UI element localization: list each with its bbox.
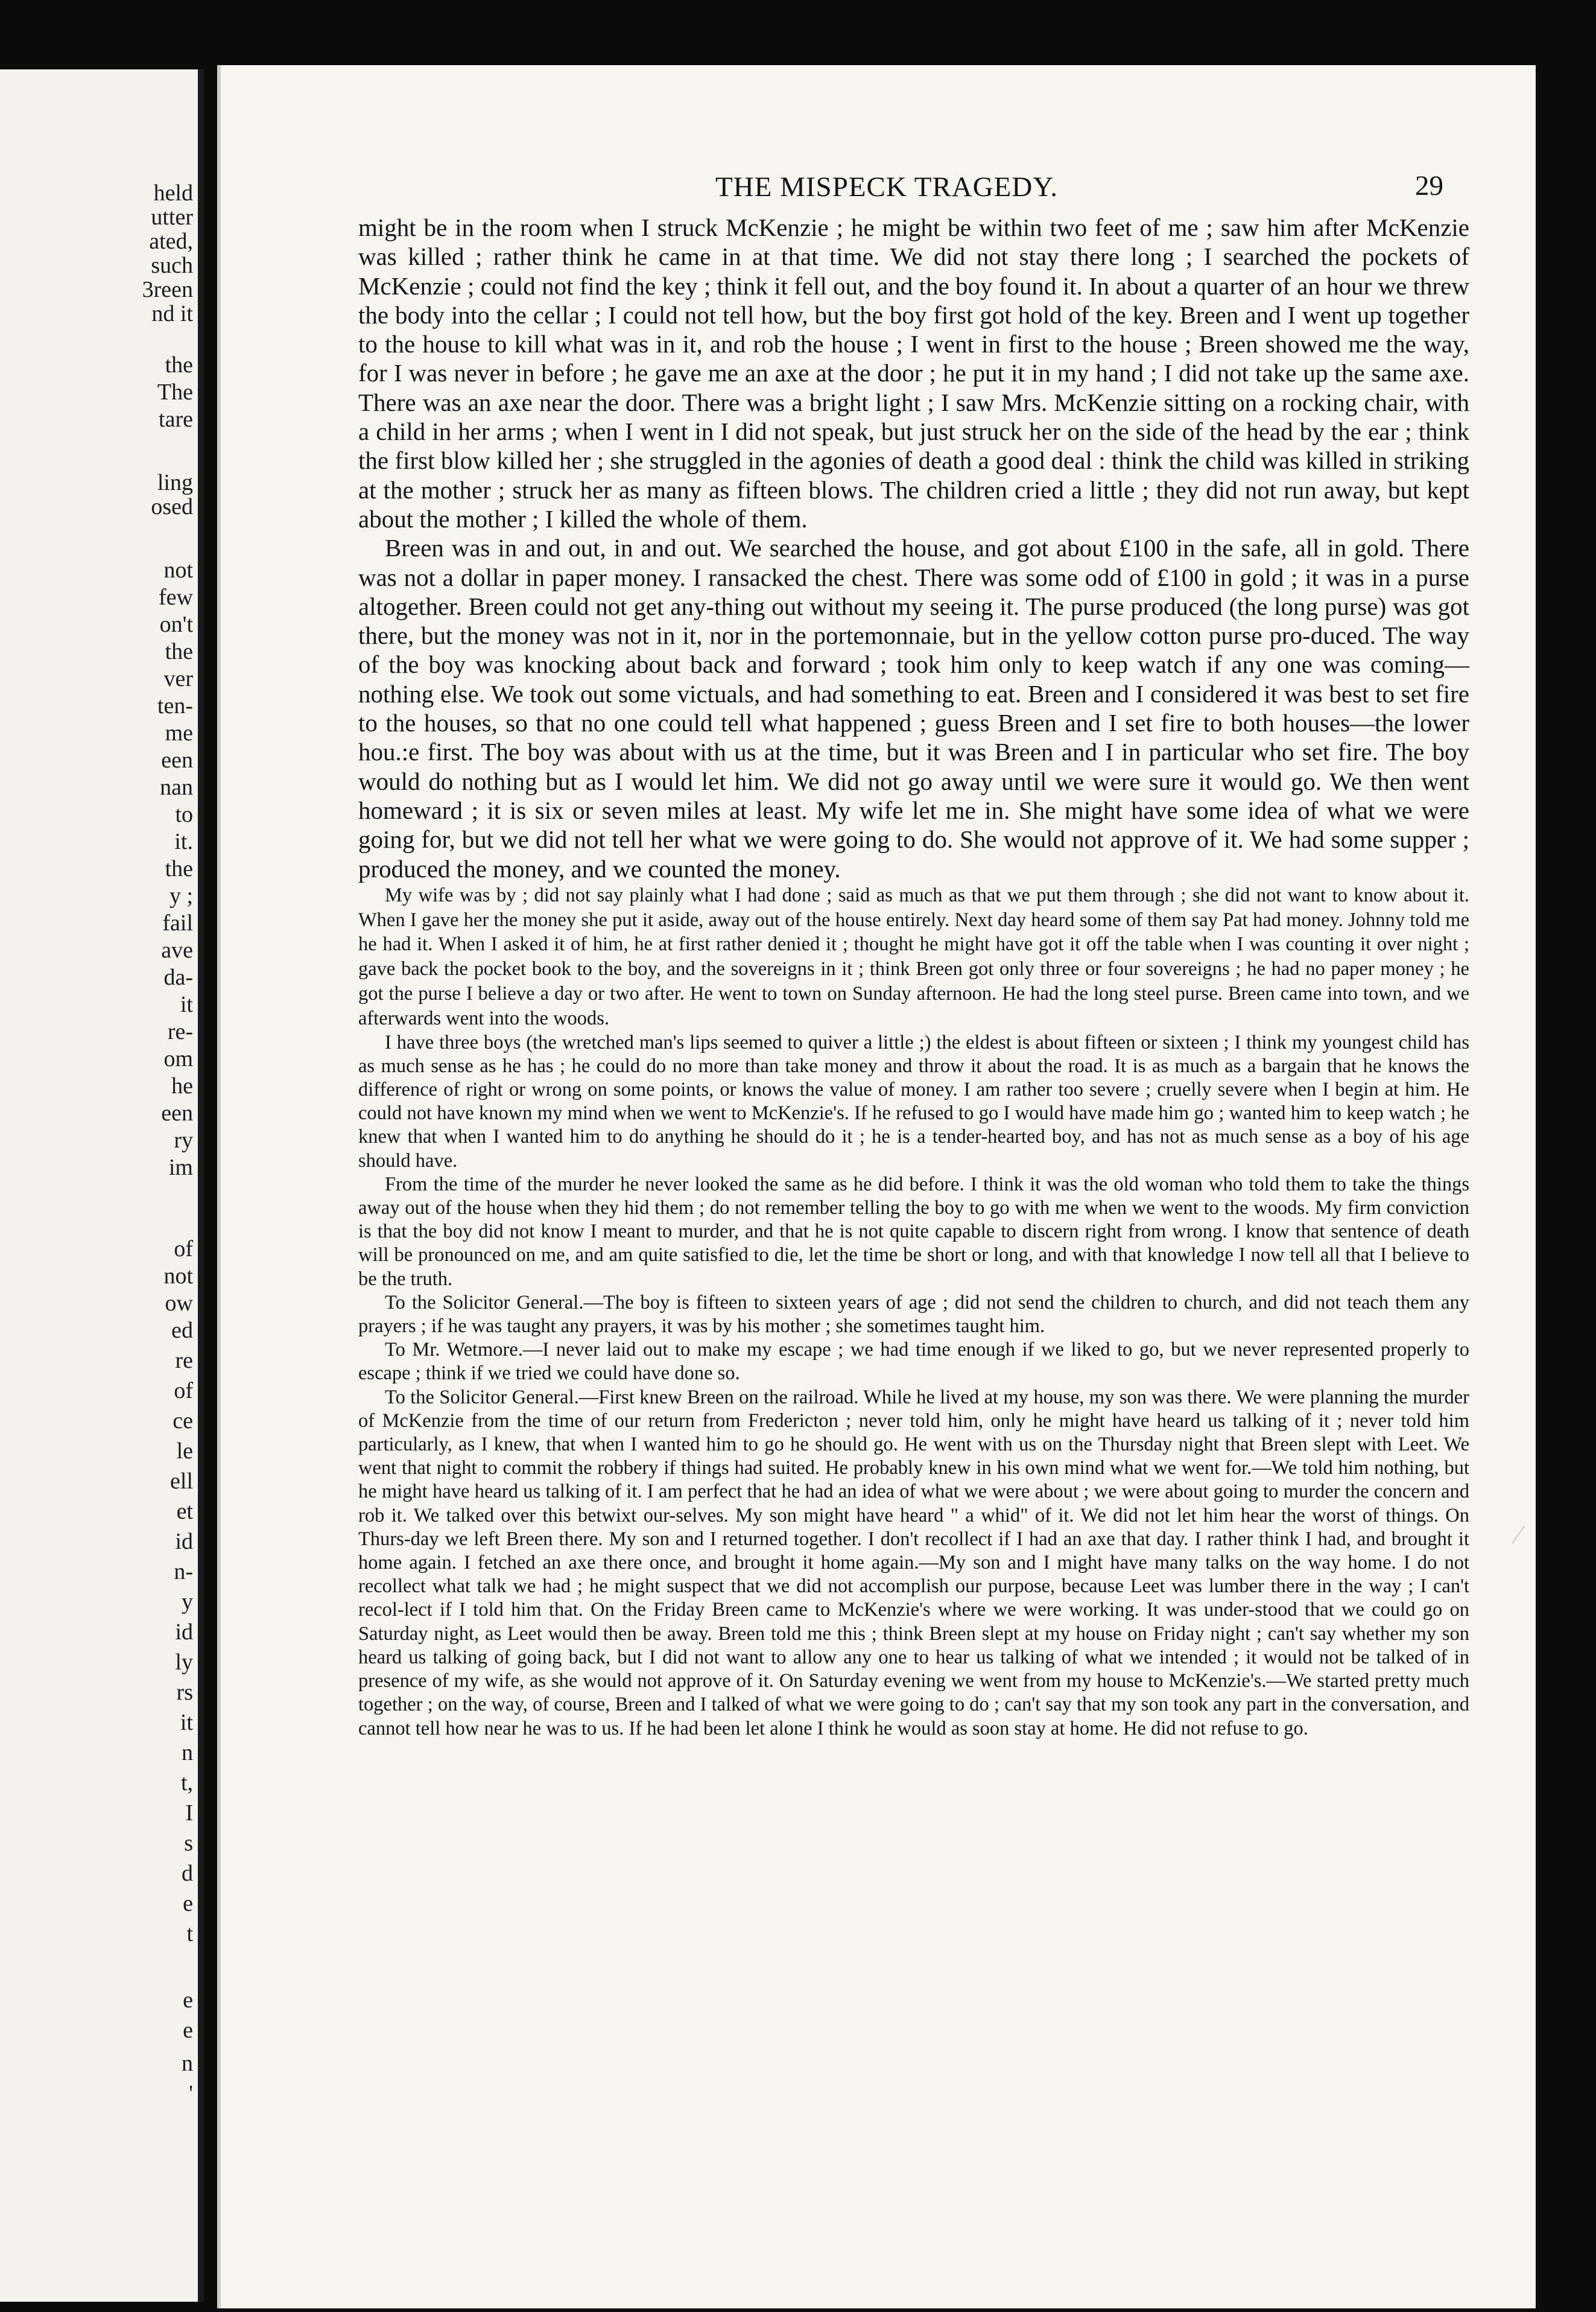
facing-page-word-fragment: t, — [180, 1770, 193, 1796]
facing-page-word-fragment: im — [168, 1155, 193, 1180]
facing-page-word-fragment: ave — [161, 938, 193, 963]
margin-mark — [1512, 1525, 1530, 1547]
facing-page-word-fragment: ver — [163, 666, 193, 691]
facing-page-word-fragment: le — [176, 1438, 193, 1464]
facing-page-word-fragment: et — [176, 1499, 193, 1524]
facing-page-word-fragment: e — [183, 2018, 193, 2043]
facing-page-word-fragment: ' — [189, 2081, 193, 2106]
facing-page-word-fragment: nan — [160, 775, 193, 800]
facing-page-word-fragment: ated, — [149, 229, 193, 254]
facing-page-fragment — [0, 69, 204, 2302]
page-number: 29 — [1415, 170, 1443, 202]
facing-page-word-fragment: s — [184, 1831, 193, 1856]
facing-page-word-fragment: y ; — [169, 883, 193, 909]
facing-page-word-fragment: me — [165, 720, 193, 746]
facing-page-word-fragment: ly — [175, 1650, 193, 1675]
facing-page-word-fragment: ten- — [157, 693, 193, 719]
facing-page-word-fragment: the — [165, 856, 193, 881]
facing-page-word-fragment: it — [180, 1710, 193, 1735]
facing-page-word-fragment: een — [161, 1100, 193, 1126]
paragraph: I have three boys (the wretched man's lips seemed to quiver a little ;) the eldest is about fifteen or sixteen ; I think my youngest child has as much sense as he has ; he could do no more than take money and throw it about the road. It is as much as a bargain that he knows the difference of right or wrong on some points, or knows the value of money. I am rather too severe ; cruelly severe when I begin at him. He could not have known my mind when we went to McKenzie's. If he refused to go I would have made him go ; wanted him to keep watch ; he knew that when I wanted him to do anything he should do it ; he is a tender-hearted boy, and has not as much sense as a boy of his age should have. — [358, 1031, 1469, 1172]
facing-page-word-fragment: I — [185, 1800, 193, 1826]
facing-page-word-fragment: t — [186, 1921, 193, 1946]
facing-page-word-fragment: he — [171, 1073, 193, 1099]
facing-page-word-fragment: ow — [165, 1291, 193, 1316]
page-body — [358, 213, 1469, 1741]
paragraph: My wife was by ; did not say plainly what I had done ; said as much as that we put them through ; she did not want to know about it. When I gave her the money she put it aside, away out of the house entirely. Next day heard some of them say Pat had money. Johnny told me he had it. When I asked it of him, he at first rather denied it ; thought he might have got it off the table when I was counting it over night ; gave back the pocket book to the boy, and the sovereigns in it ; think Breen got only three or four sovereigns ; he had no paper money ; he got the purse I believe a day or two after. He went to town on Sunday afternoon. He had the long steel purse. Breen came into town, and we afterwards went into the woods. — [358, 884, 1469, 1029]
facing-page-word-fragment: it. — [174, 829, 193, 854]
facing-page-word-fragment: ce — [173, 1408, 193, 1434]
facing-page-word-fragment: The — [157, 380, 193, 405]
facing-page-word-fragment: ed — [171, 1318, 193, 1343]
facing-page-word-fragment: d — [182, 1861, 193, 1886]
facing-page-word-fragment: om — [163, 1046, 193, 1072]
page-header — [221, 171, 1536, 207]
paragraph: Breen was in and out, in and out. We searched the house, and got about £100 in the safe, all in gold. There was not a dollar in paper money. I ransacked the chest. There was some odd of £100 in gold ; it was in a purse altogether. Breen could not get any-thing out without my seeing it. The purse produced (the long purse) was got there, but the money was not in it, nor in the portemonnaie, but in the yellow cotton purse pro-duced. The way of the boy was knocking about back and forward ; took him only to keep watch if any one was coming—nothing else. We took out some victuals, and had something to eat. Breen and I considered it was best to set fire to the houses, so that no one could tell what happened ; guess Breen and I set fire to both houses—the lower hou.:e first. The boy was about with us at the time, but it was Breen and I in particular who set fire. The boy would do nothing but as I would let him. We did not go away until we were sure it would go. We then went homeward ; it is six or seven miles at least. My wife let me in. She might have some idea of what we were going for, but we did not tell her what we were going to do. She would not approve of it. We had some supper ; produced the money, and we counted the money. — [358, 534, 1469, 883]
paragraph: might be in the room when I struck McKenzie ; he might be within two feet of me ; saw him after McKenzie was killed ; rather think he came in at that time. We did not stay there long ; I searched the pockets of McKenzie ; could not find the key ; think it fell out, and the boy found it. In about a quarter of an hour we threw the body into the cellar ; I could not tell how, but the boy first got hold of the key. Breen and I went up together to the house to kill what was in it, and rob the house ; I went in first to the house ; Breen showed me the way, for I was never in before ; he gave me an axe at the door ; he put it in my hand ; I did not take up the same axe. There was an axe near the door. There was a bright light ; I saw Mrs. McKenzie sitting on a rocking chair, with a child in her arms ; when I went in I did not speak, but just struck her on the side of the head by the ear ; think the first blow killed her ; she struggled in the agonies of death a good deal : think the child was killed in striking at the mother ; struck her as many as fifteen blows. The children cried a little ; they did not run away, but kept about the mother ; I killed the whole of them. — [358, 214, 1469, 533]
facing-page-word-fragment: it — [180, 992, 193, 1017]
paragraph: To the Solicitor General.—First knew Breen on the railroad. While he lived at my house, my son was there. We were planning the murder of McKenzie from the time of our return from Fredericton ; never told him, only he might have heard us talking of it ; never told him particularly, as I knew, that when I wanted him to go he should go. He went with us on the Thursday night that Breen slept with Leet. We went that night to commit the robbery if things had suited. He probably knew in his own mind what we went for.—We told him nothing, but he might have heard us talking of it. I am perfect that he had an idea of what we were about ; we were about going to murder the concern and rob it. We talked over this betwixt our-selves. My son might have heard " a whid" of it. We did not let him hear the worst of things. On Thurs-day we left Breen there. My son and I returned together. I don't recollect if I had an axe that day. I rather think I had, and brought it home again. I fetched an axe there once, and brought it home again.—My son and I might have many talks on the way home. I do not recollect what talk we had ; he might suspect that we did not accomplish our purpose, because Leet was lumber there in the way ; I can't recol-lect if I told him that. On the Friday Breen came to McKenzie's where we were working. It was under-stood that we could go on Saturday night, as Leet would then be away. Breen told me this ; think Breen slept at my house on Friday night ; can't say whether my son heard us talking of going back, but I did not want to allow any one to hear us talking of what we intended ; it would not be talked of in presence of my wife, as she would not approve of it. On Saturday evening we went from my house to McKenzie's.—We started pretty much together ; on the way, of course, Breen and I talked of what we were going to do ; can't say that my son took any part in the conversation, and cannot tell how near he was to us. If he had been let alone I think he would as soon stay at home. He did not refuse to go. — [358, 1386, 1469, 1739]
facing-page-word-fragment: of — [174, 1378, 193, 1403]
facing-page-word-fragment: rs — [176, 1680, 193, 1705]
facing-page-word-fragment: osed — [151, 494, 193, 519]
facing-page-word-fragment: id — [175, 1529, 193, 1554]
facing-page-word-fragment: utter — [151, 205, 193, 230]
facing-page-word-fragment: held — [153, 180, 193, 206]
paragraph: From the time of the murder he never looked the same as he did before. I think it was the old woman who told them to take the things away out of the house when they hid them ; do not remember telling the boy to go with me when we went to the woods. My firm conviction is that the boy did not know I meant to murder, and that he is not quite capable to discern right from wrong. I know that sentence of death will be pronounced on me, and am quite satisfied to die, let the time be short or long, and with that knowledge I now tell all that I believe to be the truth. — [358, 1173, 1469, 1290]
facing-page-word-fragment: da- — [163, 965, 193, 990]
facing-page-word-fragment: on't — [159, 612, 193, 637]
facing-page-word-fragment: few — [159, 585, 193, 610]
running-title: THE MISPECK TRAGEDY. — [715, 171, 1058, 203]
facing-page-word-fragment: e — [183, 1987, 193, 2013]
facing-page-word-fragment: ry — [174, 1128, 193, 1153]
book-page — [217, 65, 1536, 2308]
facing-page-word-fragment: the — [165, 352, 193, 378]
facing-page-word-fragment: ling — [157, 470, 193, 495]
facing-page-word-fragment: e — [183, 1891, 193, 1916]
facing-page-word-fragment: the — [165, 639, 193, 664]
facing-page-word-fragment: such — [151, 253, 193, 278]
facing-page-word-fragment: 3reen — [142, 277, 193, 302]
facing-page-word-fragment: ell — [170, 1469, 193, 1494]
facing-page-word-fragment: fail — [162, 910, 193, 936]
facing-page-word-fragment: not — [163, 1263, 193, 1289]
paragraph: To the Solicitor General.—The boy is fifteen to sixteen years of age ; did not send the children to church, and did not teach them any prayers ; if he was taught any prayers, it was by his mother ; she sometimes taught him. — [358, 1291, 1469, 1338]
facing-page-word-fragment: n — [182, 2051, 193, 2076]
facing-page-word-fragment: re — [175, 1348, 193, 1373]
facing-page-word-fragment: n — [182, 1740, 193, 1765]
facing-page-word-fragment: re- — [167, 1019, 193, 1044]
facing-page-word-fragment: not — [163, 557, 193, 583]
facing-page-word-fragment: een — [161, 748, 193, 773]
paragraph: To Mr. Wetmore.—I never laid out to make my escape ; we had time enough if we liked to go, but we never represented properly to escape ; think if we tried we could have done so. — [358, 1339, 1469, 1385]
facing-page-word-fragment: y — [182, 1589, 193, 1615]
facing-page-word-fragment: nd it — [151, 301, 193, 326]
facing-page-word-fragment: tare — [159, 407, 193, 432]
facing-page-word-fragment: id — [175, 1619, 193, 1645]
facing-page-word-fragment: to — [175, 802, 193, 827]
facing-page-word-fragment: n- — [174, 1559, 193, 1584]
facing-page-word-fragment: of — [174, 1236, 193, 1262]
